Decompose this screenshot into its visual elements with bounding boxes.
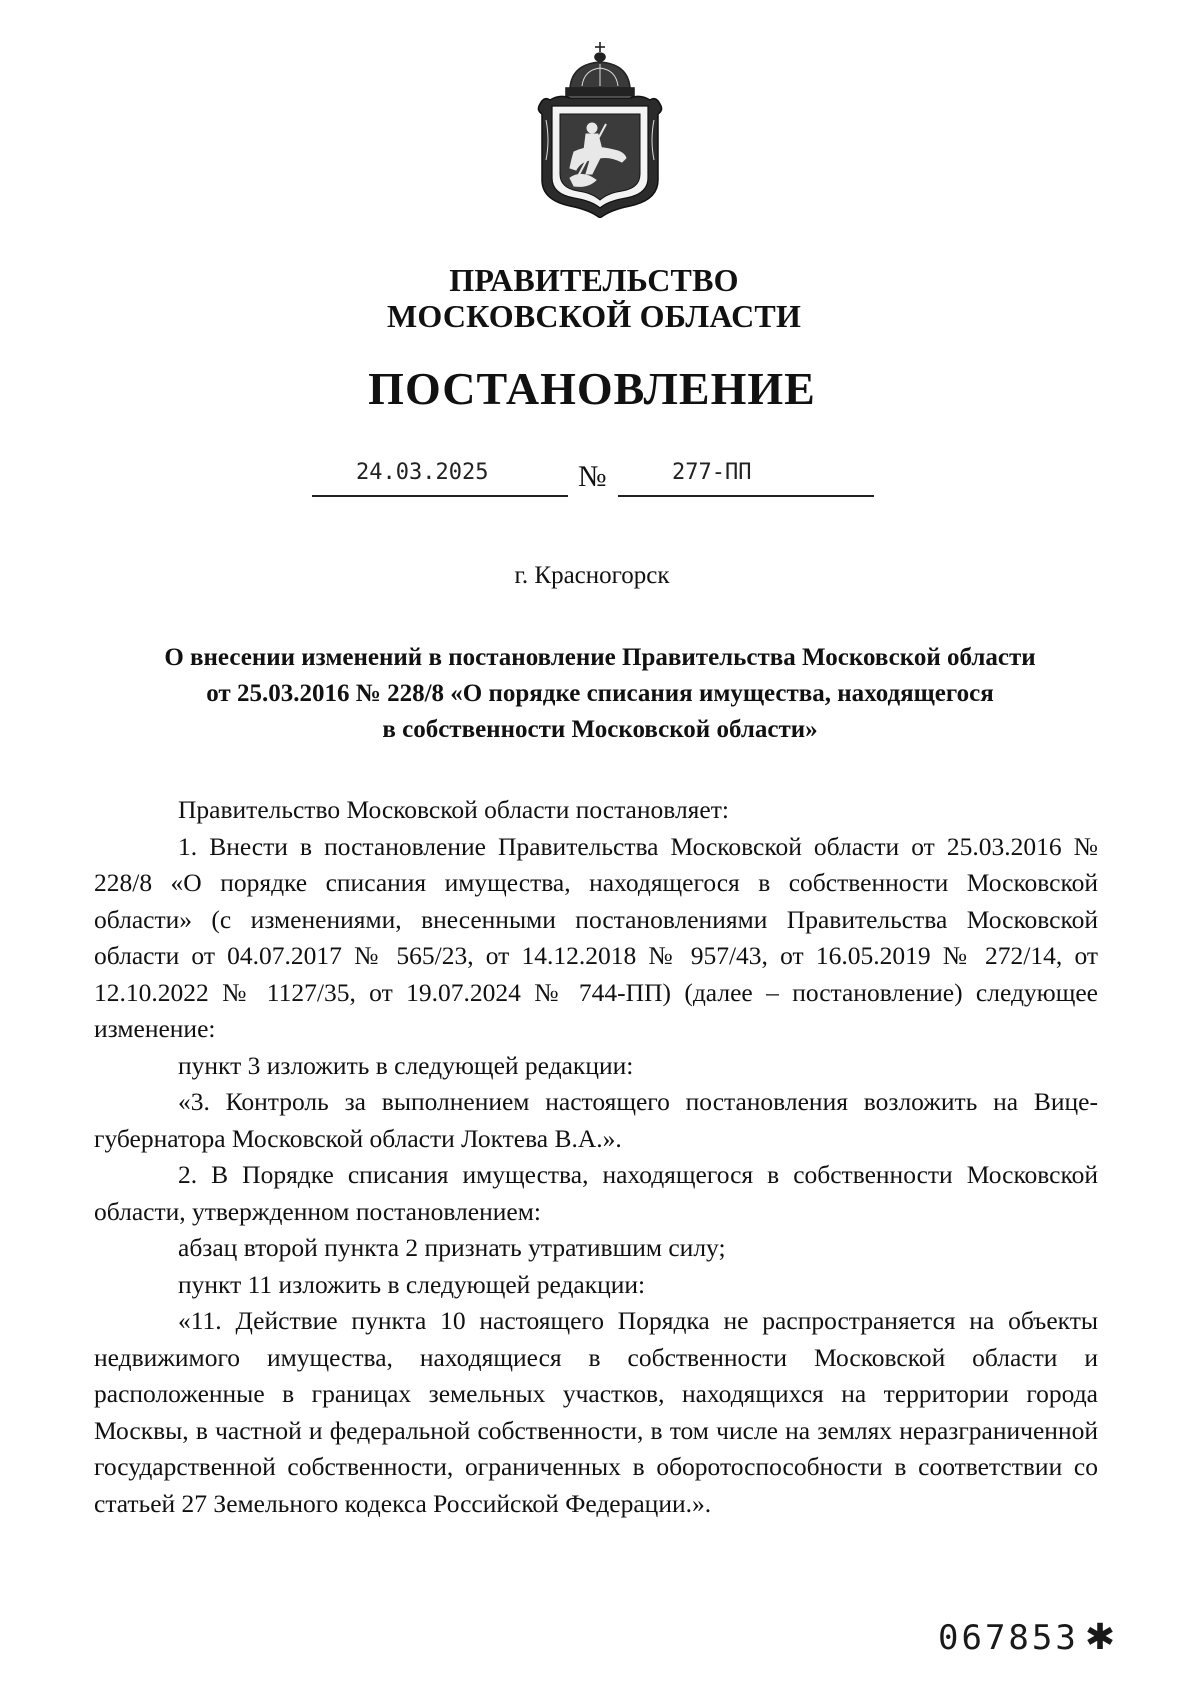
coat-of-arms-icon (530, 40, 670, 218)
paragraph-item-2-subitem-b: пункт 11 изложить в следующей редакции: (178, 1269, 646, 1299)
number-sign: № (578, 460, 607, 493)
paragraph-item-1: 1. Внести в постановление Правительства Московской области от 25.03.2016 № 228/8 «О порядке списания имущества, находящегося в собственности Московской области» (с изменениями, внесенными постановлениями Правительства Московской области от 04.07.2017 № 565/23, от 14.12.2018 № 957/43, от 16.05.2019 № 272/14, от 12.10.2022 № 1127/35, от 19.07.2024 № 744-ПП) (далее – постановление) следующее изменение: (94, 831, 1098, 1043)
document-number: 277-ПП (672, 460, 752, 485)
date-underline (312, 495, 568, 497)
issuing-city: г. Красногорск (514, 562, 670, 589)
paragraph-item-1-instruction: пункт 3 изложить в следующей редакции: (178, 1050, 634, 1080)
document-date: 24.03.2025 (356, 460, 489, 485)
serial-number-stamp (938, 1618, 1118, 1658)
title-line-3: в собственности Московской области» (382, 716, 818, 743)
paragraph-item-2-subitem-a: абзац второй пункта 2 признать утратившим силу; (178, 1233, 726, 1262)
asterisk-icon: ✱ (1084, 1617, 1118, 1658)
organization-name-line-2: МОСКОВСКОЙ ОБЛАСТИ (386, 298, 802, 334)
document-title (100, 640, 1100, 748)
paragraph-item-2-new-text: «11. Действие пункта 10 настоящего Порядка не распространяется на объекты недвижимого имущества, находящиеся в собственности Московской области и расположенные в границах земельных участков, находящихся на территории города Москвы, в частной и федеральной собственности, в том числе на землях неразграниченной государственной собственности, ограниченных в оборотоспособности в соответствии со статьей 27 Земельного кодекса Российской Федерации.». (94, 1306, 1098, 1518)
number-underline (618, 495, 874, 497)
serial-number: 067853 (938, 1618, 1079, 1658)
paragraph-item-2: 2. В Порядке списания имущества, находящегося в собственности Московской области, утвержденном постановлением: (94, 1160, 1098, 1226)
document-body (94, 792, 1098, 1522)
paragraph-preamble: Правительство Московской области постановляет: (178, 795, 729, 824)
title-line-1: О внесении изменений в постановление Правительства Московской области (164, 644, 1036, 671)
paragraph-item-1-new-text: «3. Контроль за выполнением настоящего постановления возложить на Вице-губернатора Московской области Локтева В.А.». (94, 1087, 1098, 1153)
title-line-2: от 25.03.2016 № 228/8 «О порядке списания имущества, находящегося (206, 680, 994, 707)
organization-name-line-1: ПРАВИТЕЛЬСТВО (449, 262, 739, 298)
document-type: ПОСТАНОВЛЕНИЕ (368, 363, 816, 414)
